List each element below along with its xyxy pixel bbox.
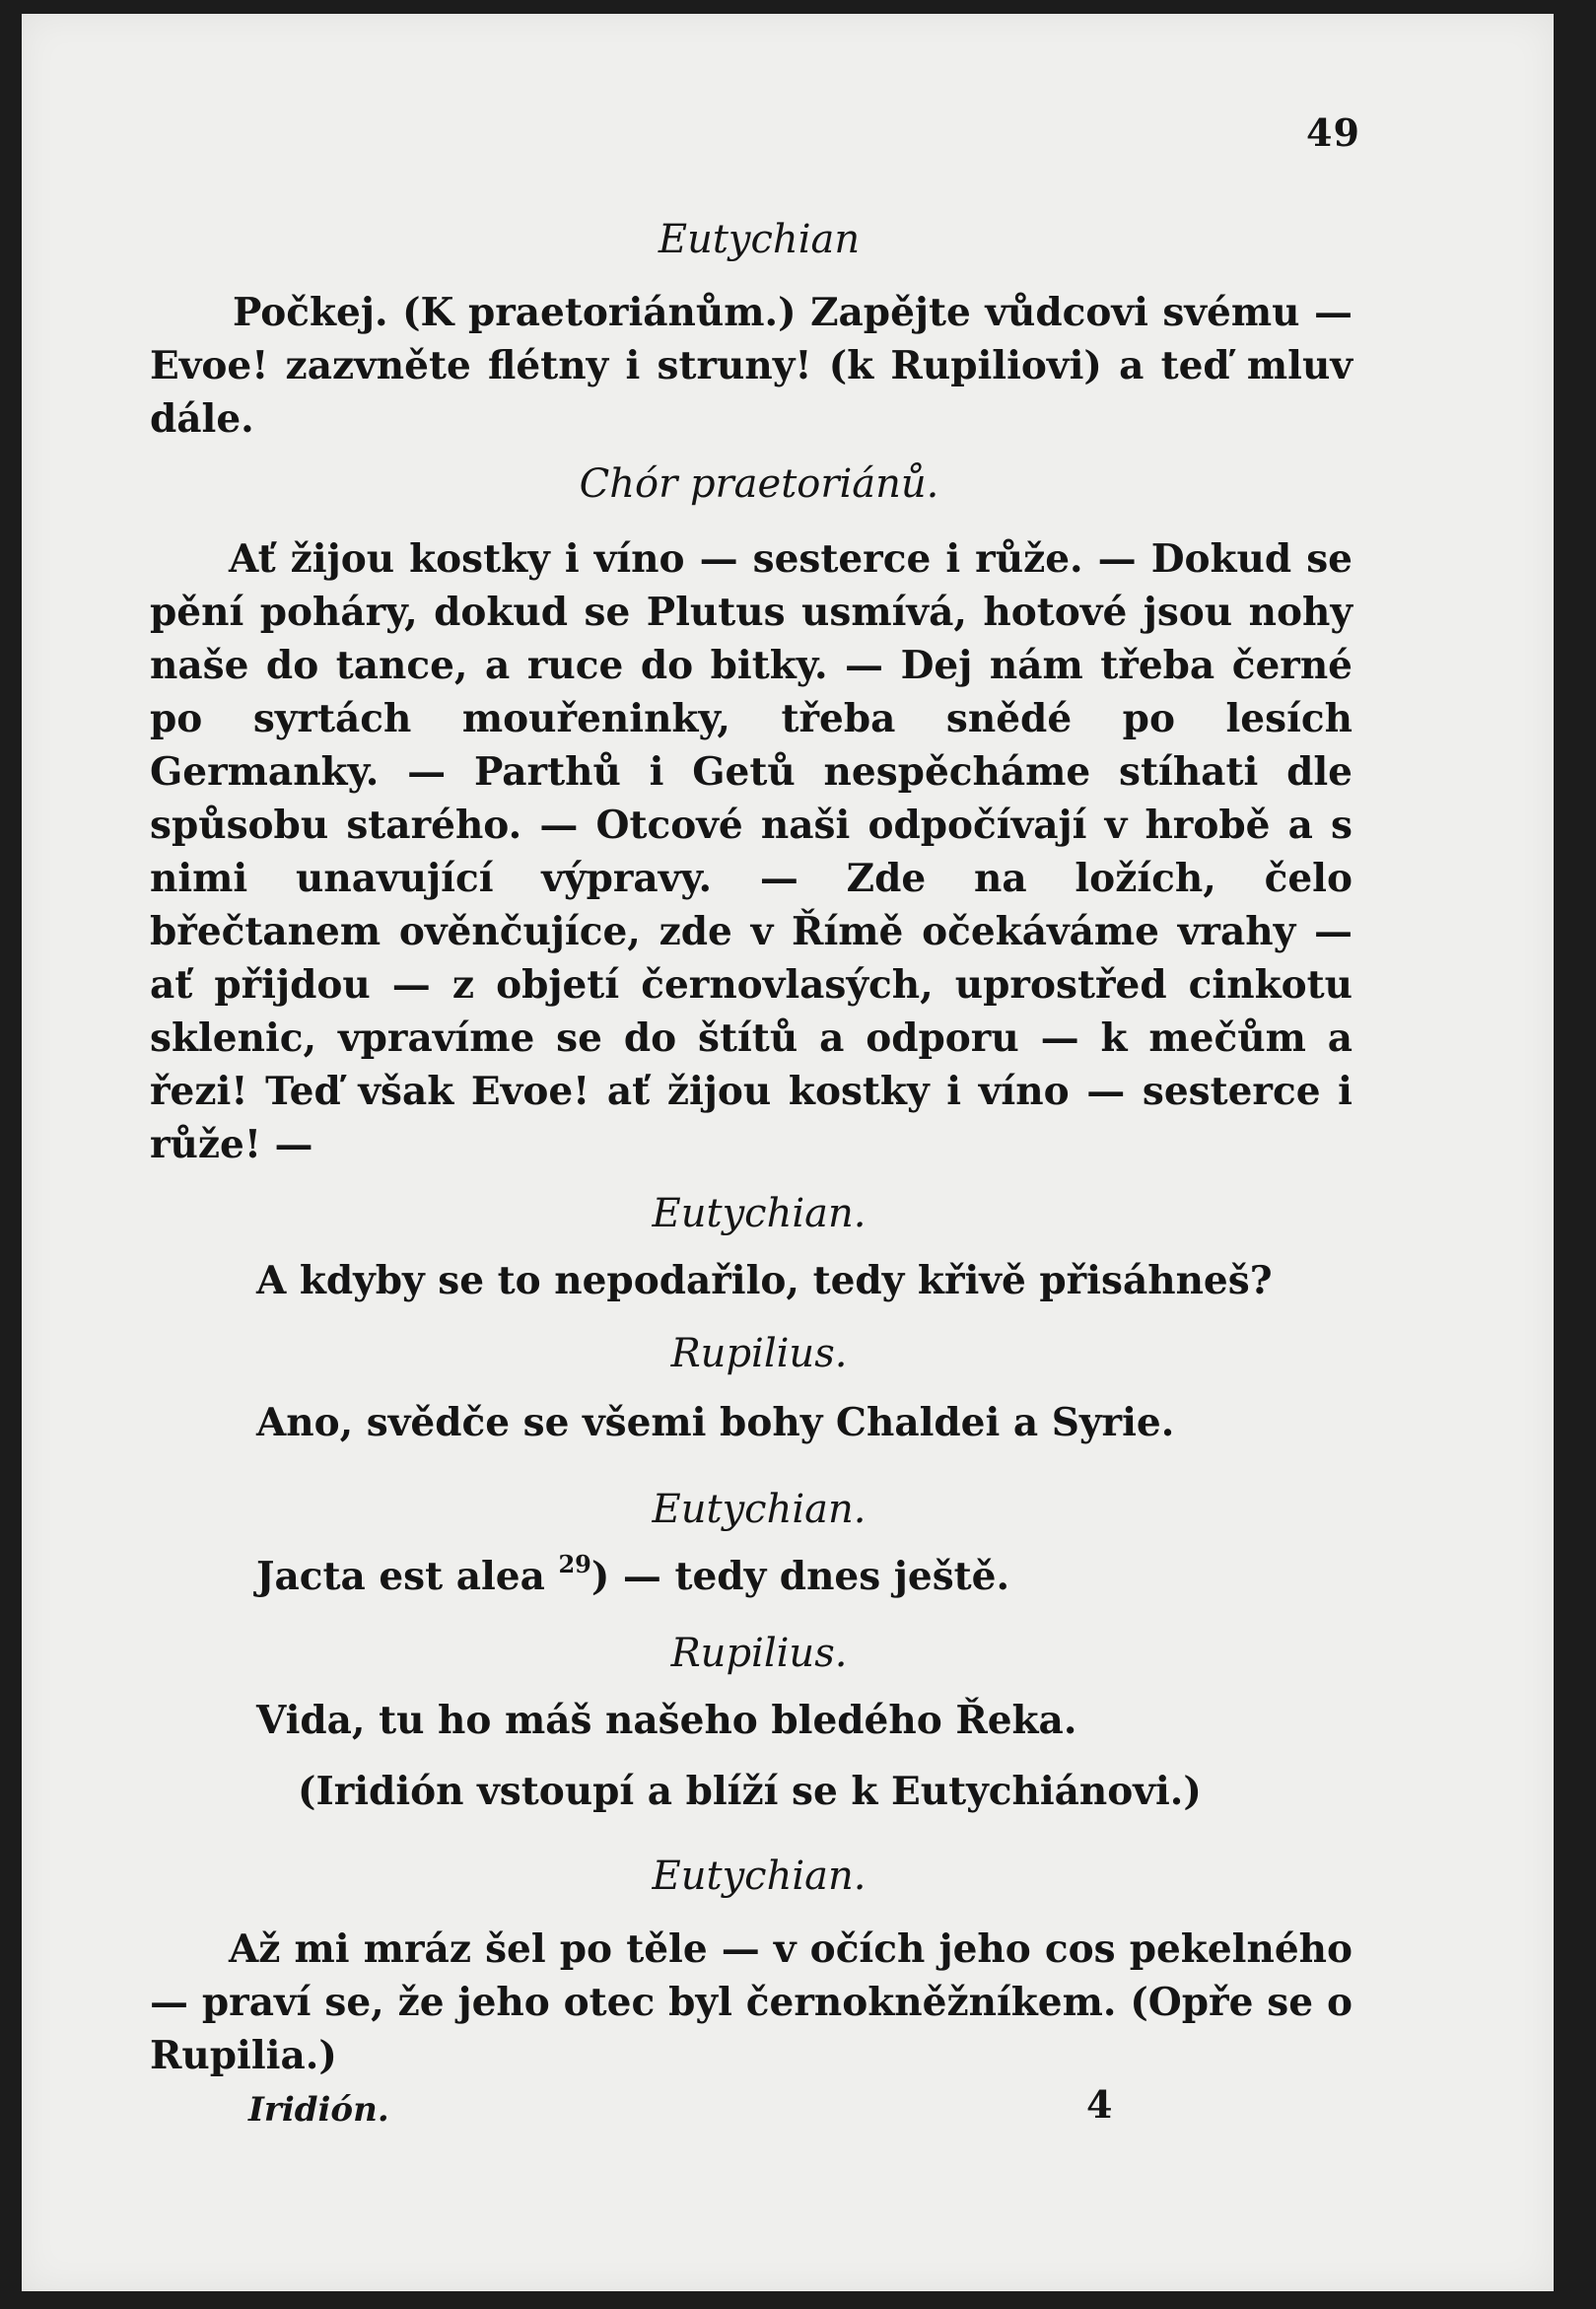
speaker-eutychian-1: Eutychian <box>658 217 861 262</box>
speech-chorus: Ať žijou kostky i víno — sesterce i růže. — Dokud se pění poháry, dokud se Plutus usmívá, hotové jsou nohy naše do tance, a ruce do bitky. — Dej nám třeba černé po syrtách mouřeninky, třeba snědé po lesích Germanky. — Parthů i Getů nespěcháme stíhati dle spůsobu starého. — Otcové naši odpočívají v hrobě a s nimi unavující výpravy. — Zde na ložích, čelo břečtanem ověnčujíce, zde v Římě očekáváme vrahy — ať přijdou — z objetí černovlasých, uprostřed cinkotu sklenic, vpravíme se do štítů a odporu — k mečům a řezi! Teď však Evoe! ať žijou kostky i víno — sesterce i růže! — <box>150 536 1353 1167</box>
speaker-chorus: Chór praetoriánů. <box>579 461 939 507</box>
speech-rupilius-2: Vida, tu ho máš našeho bledého Řeka. <box>256 1698 1077 1743</box>
page-number: 49 <box>1306 110 1360 155</box>
speech-eutychian-3-part-a: Jacta est alea <box>256 1554 545 1599</box>
signature-mark: 4 <box>1086 2082 1113 2127</box>
speech-eutychian-4: Až mi mráz šel po těle — v očích jeho cos pekelného — praví se, že jeho otec byl černokněžníkem. (Opře se o Rupilia.) <box>150 1926 1353 2078</box>
speech-eutychian-3 <box>256 1550 1010 1599</box>
speaker-rupilius-2: Rupilius. <box>670 1631 848 1676</box>
speaker-eutychian-2: Eutychian. <box>652 1191 867 1236</box>
stage-direction: (Iridión vstoupí a blíží se k Eutychiánovi.) <box>298 1769 1202 1814</box>
speech-eutychian-1: Počkej. (K praetoriánům.) Zapějte vůdcovi svému — Evoe! zazvněte flétny i struny! (k Rupiliovi) a teď mluv dále. <box>150 290 1353 442</box>
speaker-rupilius-1: Rupilius. <box>670 1331 848 1376</box>
speaker-eutychian-3: Eutychian. <box>652 1487 867 1532</box>
speech-rupilius-1: Ano, svědče se všemi bohy Chaldei a Syrie. <box>256 1400 1175 1445</box>
footnote-marker: 29 <box>558 1550 591 1578</box>
speech-eutychian-3-part-b: ) — tedy dnes ještě. <box>590 1554 1010 1599</box>
speaker-eutychian-4: Eutychian. <box>652 1854 867 1899</box>
speech-eutychian-2: A kdyby se to nepodařilo, tedy křivě přisáhneš? <box>256 1258 1273 1303</box>
running-footer-title: Iridión. <box>248 2090 389 2130</box>
